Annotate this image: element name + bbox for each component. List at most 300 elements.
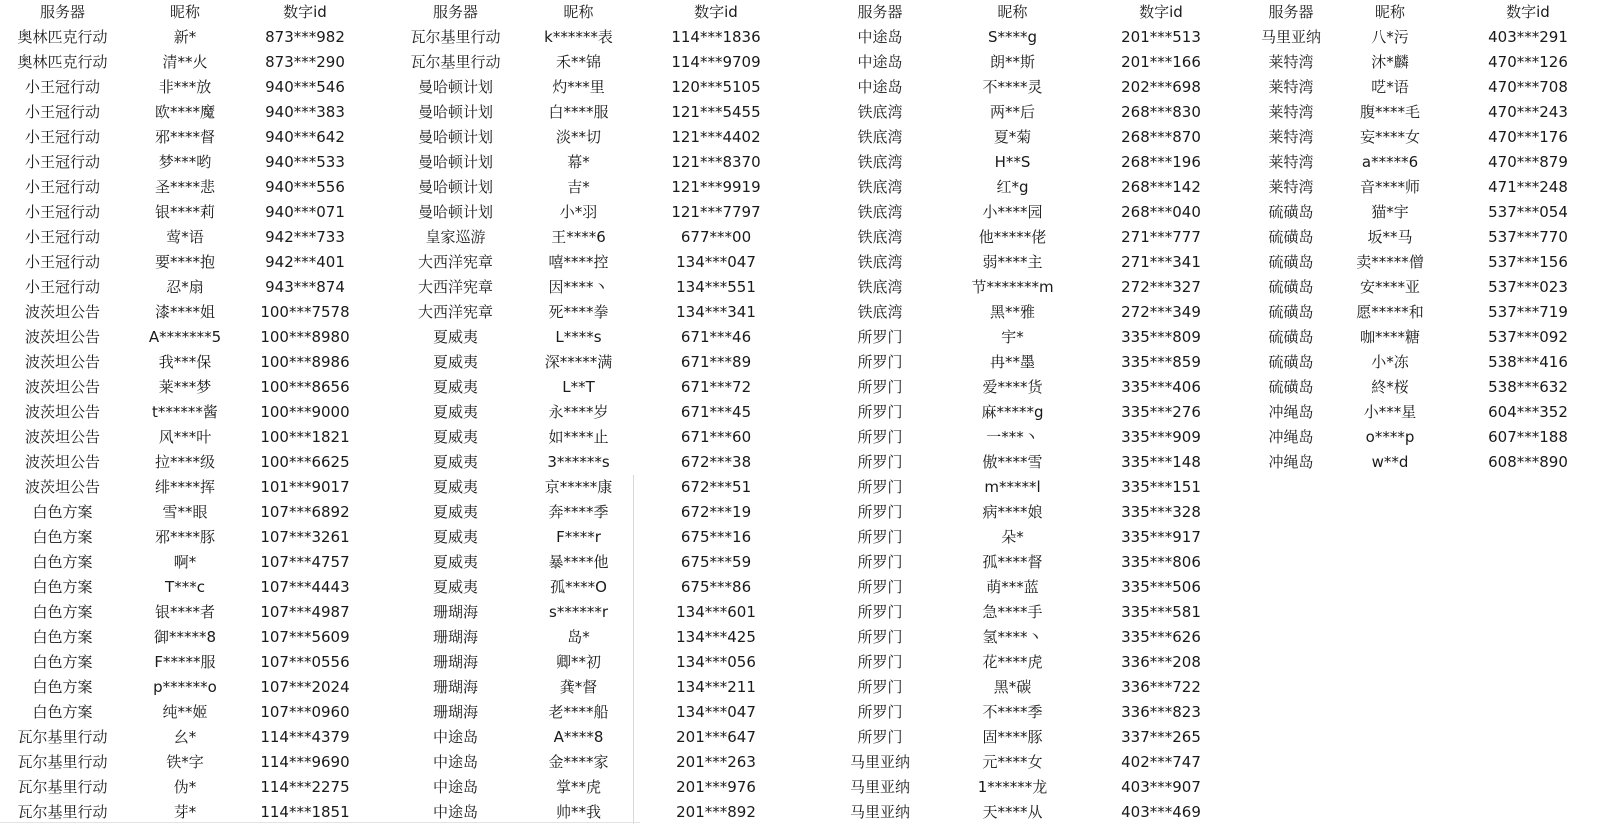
table-row — [0, 275, 365, 300]
table-row — [820, 475, 1237, 500]
table-row — [820, 325, 1237, 350]
digital-id-cell: 134***341 — [676, 303, 756, 321]
nickname-cell: 忍*扇 — [166, 278, 204, 296]
server-cell: 莱特湾 — [1268, 153, 1314, 171]
nickname-cell: s******r — [549, 603, 608, 621]
digital-id-cell: 337***265 — [1121, 728, 1201, 746]
nickname-cell: 暴****他 — [548, 553, 609, 571]
server-cell: 白色方案 — [32, 578, 93, 596]
server-cell: 所罗门 — [857, 528, 903, 546]
table-row — [0, 725, 365, 750]
table-row — [1235, 25, 1623, 50]
table-row — [0, 325, 365, 350]
digital-id-cell: 672***38 — [680, 453, 752, 471]
digital-id-cell: 271***341 — [1121, 253, 1201, 271]
nickname-cell: 龚*督 — [559, 678, 598, 696]
nickname-cell: 邪****督 — [154, 128, 215, 146]
server-cell: 白色方案 — [32, 528, 93, 546]
nickname-cell: S****g — [987, 28, 1038, 46]
server-cell: 铁底湾 — [857, 253, 903, 271]
digital-id-cell: 873***982 — [265, 28, 345, 46]
table-row — [820, 750, 1237, 775]
digital-id-cell: 677***00 — [680, 228, 752, 246]
table-row — [820, 525, 1237, 550]
digital-id-cell: 107***6892 — [260, 503, 350, 521]
digital-id-cell: 100***8656 — [260, 378, 350, 396]
table-row — [394, 250, 792, 275]
table-row — [1235, 225, 1623, 250]
digital-id-cell: 134***056 — [676, 653, 756, 671]
server-cell: 瓦尔基里行动 — [17, 728, 108, 746]
digital-id-cell: 100***6625 — [260, 453, 350, 471]
nickname-cell: 氢****丶 — [982, 628, 1043, 646]
table-row — [394, 500, 792, 525]
server-cell: 夏威夷 — [432, 453, 478, 471]
digital-id-cell: 335***276 — [1121, 403, 1201, 421]
digital-id-cell: 268***142 — [1121, 178, 1201, 196]
nickname-cell: 小*羽 — [559, 203, 598, 221]
table-row — [0, 125, 365, 150]
server-cell: 小王冠行动 — [24, 203, 100, 221]
table-row — [394, 350, 792, 375]
nickname-cell: 淡**切 — [555, 128, 601, 146]
nickname-cell: 朗**斯 — [989, 53, 1035, 71]
nickname-cell: 黑*碳 — [993, 678, 1032, 696]
column-header-digital-id: 数字id — [283, 3, 327, 21]
nickname-cell: 一***丶 — [986, 428, 1039, 446]
digital-id-cell: 608***890 — [1488, 453, 1568, 471]
server-cell: 中途岛 — [432, 803, 478, 821]
server-cell: 铁底湾 — [857, 278, 903, 296]
server-cell: 所罗门 — [857, 553, 903, 571]
table-row — [0, 675, 365, 700]
digital-id-cell: 335***809 — [1121, 328, 1201, 346]
digital-id-cell: 114***2275 — [260, 778, 350, 796]
digital-id-cell: 537***156 — [1488, 253, 1568, 271]
block-2 — [394, 0, 792, 825]
nickname-cell: 元****女 — [982, 753, 1043, 771]
server-cell: 小王冠行动 — [24, 278, 100, 296]
table-row — [820, 50, 1237, 75]
server-cell: 所罗门 — [857, 403, 903, 421]
table-row — [820, 100, 1237, 125]
nickname-cell: F****r — [556, 528, 601, 546]
digital-id-cell: 470***708 — [1488, 78, 1568, 96]
header-row — [1235, 0, 1623, 25]
server-cell: 小王冠行动 — [24, 103, 100, 121]
server-cell: 中途岛 — [432, 728, 478, 746]
digital-id-cell: 268***040 — [1121, 203, 1201, 221]
nickname-cell: k******表 — [544, 28, 613, 46]
nickname-cell: 腹****毛 — [1359, 103, 1420, 121]
nickname-cell: 两**后 — [989, 103, 1035, 121]
table-row — [0, 350, 365, 375]
nickname-cell: 梦***哟 — [158, 153, 212, 171]
nickname-cell: 芽* — [173, 803, 197, 821]
digital-id-cell: 268***196 — [1121, 153, 1201, 171]
server-cell: 曼哈顿计划 — [417, 78, 493, 96]
server-cell: 所罗门 — [857, 503, 903, 521]
server-cell: 硫磺岛 — [1268, 228, 1314, 246]
server-cell: 所罗门 — [857, 628, 903, 646]
nickname-cell: 风***叶 — [158, 428, 212, 446]
nickname-cell: 银****莉 — [154, 203, 215, 221]
digital-id-cell: 471***248 — [1488, 178, 1568, 196]
table-row — [394, 750, 792, 775]
table-row — [820, 675, 1237, 700]
server-cell: 珊瑚海 — [432, 603, 478, 621]
nickname-cell: 老****船 — [548, 703, 609, 721]
server-cell: 波茨坦公告 — [24, 403, 100, 421]
server-cell: 曼哈顿计划 — [417, 128, 493, 146]
server-cell: 奥林匹克行动 — [17, 28, 108, 46]
server-cell: 小王冠行动 — [24, 178, 100, 196]
digital-id-cell: 940***642 — [265, 128, 345, 146]
digital-id-cell: 121***5455 — [671, 103, 761, 121]
table-row — [1235, 100, 1623, 125]
table-row — [0, 400, 365, 425]
digital-id-cell: 201***892 — [676, 803, 756, 821]
digital-id-cell: 604***352 — [1488, 403, 1568, 421]
server-cell: 皇家巡游 — [425, 228, 486, 246]
server-cell: 曼哈顿计划 — [417, 203, 493, 221]
server-cell: 中途岛 — [857, 53, 903, 71]
server-cell: 夏威夷 — [432, 553, 478, 571]
table-row — [0, 200, 365, 225]
nickname-cell: 坂**马 — [1367, 228, 1413, 246]
digital-id-cell: 134***601 — [676, 603, 756, 621]
nickname-cell: 卖*****僧 — [1356, 253, 1424, 271]
nickname-cell: 小*冻 — [1371, 353, 1409, 371]
table-row — [0, 550, 365, 575]
server-cell: 曼哈顿计划 — [417, 178, 493, 196]
digital-id-cell: 336***823 — [1121, 703, 1201, 721]
nickname-cell: 黑**雅 — [989, 303, 1035, 321]
digital-id-cell: 201***263 — [676, 753, 756, 771]
table-row — [394, 675, 792, 700]
table-row — [394, 700, 792, 725]
table-row — [0, 300, 365, 325]
digital-id-cell: 121***4402 — [671, 128, 761, 146]
digital-id-cell: 114***1851 — [260, 803, 350, 821]
digital-id-cell: 114***9690 — [260, 753, 350, 771]
nickname-cell: 红*g — [996, 178, 1029, 196]
table-row — [1235, 425, 1623, 450]
digital-id-cell: 335***581 — [1121, 603, 1201, 621]
server-cell: 铁底湾 — [857, 128, 903, 146]
digital-id-cell: 335***626 — [1121, 628, 1201, 646]
column-header-nickname: 昵称 — [1374, 3, 1405, 21]
digital-id-cell: 672***19 — [680, 503, 752, 521]
server-cell: 所罗门 — [857, 428, 903, 446]
server-cell: 波茨坦公告 — [24, 303, 100, 321]
table-row — [820, 575, 1237, 600]
server-cell: 铁底湾 — [857, 103, 903, 121]
digital-id-cell: 271***777 — [1121, 228, 1201, 246]
server-cell: 大西洋宪章 — [417, 278, 493, 296]
table-row — [1235, 250, 1623, 275]
table-row — [820, 225, 1237, 250]
server-cell: 大西洋宪章 — [417, 303, 493, 321]
server-cell: 夏威夷 — [432, 328, 478, 346]
table-row — [0, 25, 365, 50]
table-row — [820, 200, 1237, 225]
table-row — [0, 625, 365, 650]
server-cell: 所罗门 — [857, 703, 903, 721]
digital-id-cell: 671***45 — [680, 403, 752, 421]
digital-id-cell: 107***4757 — [260, 553, 350, 571]
digital-id-cell: 607***188 — [1488, 428, 1568, 446]
server-cell: 夏威夷 — [432, 378, 478, 396]
server-cell: 小王冠行动 — [24, 228, 100, 246]
server-cell: 白色方案 — [32, 653, 93, 671]
nickname-cell: L****s — [555, 328, 602, 346]
table-row — [820, 800, 1237, 825]
nickname-cell: 3******s — [547, 453, 610, 471]
server-cell: 所罗门 — [857, 653, 903, 671]
nickname-cell: 傲****雪 — [982, 453, 1043, 471]
server-cell: 所罗门 — [857, 728, 903, 746]
digital-id-cell: 201***166 — [1121, 53, 1201, 71]
nickname-cell: 深*****满 — [544, 353, 613, 371]
digital-id-cell: 201***513 — [1121, 28, 1201, 46]
nickname-cell: 天****从 — [982, 803, 1043, 821]
table-row — [820, 725, 1237, 750]
digital-id-cell: 134***211 — [676, 678, 756, 696]
server-cell: 奥林匹克行动 — [17, 53, 108, 71]
table-row — [820, 275, 1237, 300]
digital-id-cell: 114***1836 — [671, 28, 761, 46]
digital-id-cell: 940***546 — [265, 78, 345, 96]
server-cell: 珊瑚海 — [432, 678, 478, 696]
nickname-cell: L**T — [562, 378, 595, 396]
server-cell: 瓦尔基里行动 — [17, 753, 108, 771]
nickname-cell: 灼***里 — [552, 78, 605, 96]
table-row — [0, 225, 365, 250]
digital-id-cell: 120***5105 — [671, 78, 761, 96]
table-row — [0, 600, 365, 625]
server-cell: 波茨坦公告 — [24, 328, 100, 346]
digital-id-cell: 675***86 — [680, 578, 752, 596]
digital-id-cell: 100***8980 — [260, 328, 350, 346]
nickname-cell: 御*****8 — [153, 628, 217, 646]
digital-id-cell: 134***551 — [676, 278, 756, 296]
server-cell: 硫磺岛 — [1268, 203, 1314, 221]
column-header-nickname: 昵称 — [169, 3, 200, 21]
digital-id-cell: 335***328 — [1121, 503, 1201, 521]
digital-id-cell: 121***9919 — [671, 178, 761, 196]
nickname-cell: 小****园 — [982, 203, 1043, 221]
server-cell: 硫磺岛 — [1268, 278, 1314, 296]
digital-id-cell: 107***5609 — [260, 628, 350, 646]
table-row — [394, 600, 792, 625]
digital-id-cell: 335***148 — [1121, 453, 1201, 471]
table-row — [394, 575, 792, 600]
digital-id-cell: 940***533 — [265, 153, 345, 171]
digital-id-cell: 107***2024 — [260, 678, 350, 696]
nickname-cell: 終*桜 — [1371, 378, 1409, 396]
divider-line — [0, 822, 640, 823]
table-row — [820, 600, 1237, 625]
server-cell: 中途岛 — [432, 778, 478, 796]
nickname-cell: t******酱 — [152, 403, 218, 421]
server-cell: 铁底湾 — [857, 303, 903, 321]
server-cell: 所罗门 — [857, 578, 903, 596]
digital-id-cell: 537***023 — [1488, 278, 1568, 296]
nickname-cell: 宇* — [1001, 328, 1024, 346]
server-cell: 莱特湾 — [1268, 78, 1314, 96]
digital-id-cell: 403***291 — [1488, 28, 1568, 46]
nickname-cell: m*****l — [984, 478, 1041, 496]
server-cell: 所罗门 — [857, 328, 903, 346]
nickname-cell: T***c — [165, 578, 205, 596]
table-row — [0, 475, 365, 500]
digital-id-cell: 336***208 — [1121, 653, 1201, 671]
table-row — [394, 775, 792, 800]
nickname-cell: 京*****康 — [544, 478, 613, 496]
nickname-cell: 孤****O — [550, 578, 607, 596]
nickname-cell: 幺* — [173, 728, 197, 746]
nickname-cell: 幕* — [567, 153, 590, 171]
table-row — [394, 125, 792, 150]
nickname-cell: 吉* — [567, 178, 590, 196]
digital-id-cell: 335***506 — [1121, 578, 1201, 596]
nickname-cell: 他*****佬 — [978, 228, 1047, 246]
nickname-cell: 岛* — [567, 628, 590, 646]
digital-id-cell: 202***698 — [1121, 78, 1201, 96]
table-row — [820, 300, 1237, 325]
server-cell: 白色方案 — [32, 603, 93, 621]
nickname-cell: 莱***梦 — [158, 378, 212, 396]
nickname-cell: 花****虎 — [982, 653, 1043, 671]
server-cell: 波茨坦公告 — [24, 428, 100, 446]
digital-id-cell: 873***290 — [265, 53, 345, 71]
server-cell: 曼哈顿计划 — [417, 153, 493, 171]
server-cell: 莱特湾 — [1268, 178, 1314, 196]
server-cell: 小王冠行动 — [24, 153, 100, 171]
server-cell: 所罗门 — [857, 478, 903, 496]
table-row — [820, 700, 1237, 725]
server-cell: 硫磺岛 — [1268, 303, 1314, 321]
data-table — [1235, 0, 1623, 475]
table-row — [394, 300, 792, 325]
server-cell: 瓦尔基里行动 — [17, 778, 108, 796]
digital-id-cell: 101***9017 — [260, 478, 350, 496]
nickname-cell: 啊* — [173, 553, 197, 571]
digital-id-cell: 100***1821 — [260, 428, 350, 446]
nickname-cell: 愿*****和 — [1356, 303, 1424, 321]
table-row — [394, 150, 792, 175]
table-row — [1235, 275, 1623, 300]
table-row — [0, 250, 365, 275]
digital-id-cell: 100***8986 — [260, 353, 350, 371]
nickname-cell: 弱****主 — [982, 253, 1043, 271]
nickname-cell: F*****服 — [154, 653, 216, 671]
digital-id-cell: 107***0960 — [260, 703, 350, 721]
column-header-digital-id: 数字id — [1506, 3, 1550, 21]
digital-id-cell: 114***4379 — [260, 728, 350, 746]
digital-id-cell: 675***16 — [680, 528, 752, 546]
block-1 — [0, 0, 365, 825]
nickname-cell: 萌***蓝 — [986, 578, 1039, 596]
nickname-cell: p******o — [153, 678, 217, 696]
digital-id-cell: 107***4987 — [260, 603, 350, 621]
server-cell: 中途岛 — [857, 28, 903, 46]
digital-id-cell: 100***7578 — [260, 303, 350, 321]
table-row — [394, 375, 792, 400]
nickname-cell: 因****丶 — [548, 278, 609, 296]
server-cell: 所罗门 — [857, 453, 903, 471]
table-row — [820, 775, 1237, 800]
table-row — [394, 625, 792, 650]
block-3 — [820, 0, 1237, 825]
nickname-cell: 孤****督 — [982, 553, 1043, 571]
digital-id-cell: 538***416 — [1488, 353, 1568, 371]
digital-id-cell: 268***870 — [1121, 128, 1201, 146]
table-row — [0, 500, 365, 525]
server-cell: 珊瑚海 — [432, 653, 478, 671]
nickname-cell: 银****者 — [154, 603, 215, 621]
nickname-cell: 清**火 — [162, 53, 208, 71]
digital-id-cell: 134***047 — [676, 253, 756, 271]
digital-id-cell: 134***425 — [676, 628, 756, 646]
nickname-cell: 白****服 — [548, 103, 609, 121]
table-row — [1235, 375, 1623, 400]
digital-id-cell: 272***349 — [1121, 303, 1201, 321]
header-row — [820, 0, 1237, 25]
table-row — [1235, 50, 1623, 75]
digital-id-cell: 470***243 — [1488, 103, 1568, 121]
table-row — [0, 425, 365, 450]
digital-id-cell: 942***733 — [265, 228, 345, 246]
server-cell: 瓦尔基里行动 — [17, 803, 108, 821]
nickname-cell: 爱****货 — [982, 378, 1043, 396]
nickname-cell: 永****岁 — [548, 403, 609, 421]
table-row — [820, 150, 1237, 175]
nickname-cell: H**S — [994, 153, 1031, 171]
nickname-cell: 不****季 — [982, 703, 1043, 721]
column-header-server: 服务器 — [432, 3, 478, 21]
table-row — [394, 325, 792, 350]
table-row — [394, 225, 792, 250]
server-cell: 铁底湾 — [857, 153, 903, 171]
column-header-nickname: 昵称 — [997, 3, 1028, 21]
server-cell: 白色方案 — [32, 628, 93, 646]
server-cell: 小王冠行动 — [24, 253, 100, 271]
nickname-cell: 音****师 — [1359, 178, 1420, 196]
server-cell: 硫磺岛 — [1268, 378, 1314, 396]
nickname-cell: 猫*宇 — [1371, 203, 1409, 221]
table-row — [0, 175, 365, 200]
column-header-digital-id: 数字id — [694, 3, 738, 21]
table-row — [820, 550, 1237, 575]
nickname-cell: 漆****姐 — [154, 303, 215, 321]
table-row — [394, 100, 792, 125]
digital-id-cell: 470***126 — [1488, 53, 1568, 71]
nickname-cell: 纯**姬 — [162, 703, 208, 721]
table-row — [0, 150, 365, 175]
server-cell: 冲绳岛 — [1268, 428, 1314, 446]
column-header-server: 服务器 — [39, 3, 85, 21]
server-cell: 珊瑚海 — [432, 703, 478, 721]
digital-id-cell: 272***327 — [1121, 278, 1201, 296]
nickname-cell: 如****止 — [548, 428, 609, 446]
server-cell: 夏威夷 — [432, 428, 478, 446]
data-table — [394, 0, 792, 825]
digital-id-cell: 114***9709 — [671, 53, 761, 71]
nickname-cell: 节*******m — [971, 278, 1054, 296]
column-header-server: 服务器 — [1268, 3, 1314, 21]
